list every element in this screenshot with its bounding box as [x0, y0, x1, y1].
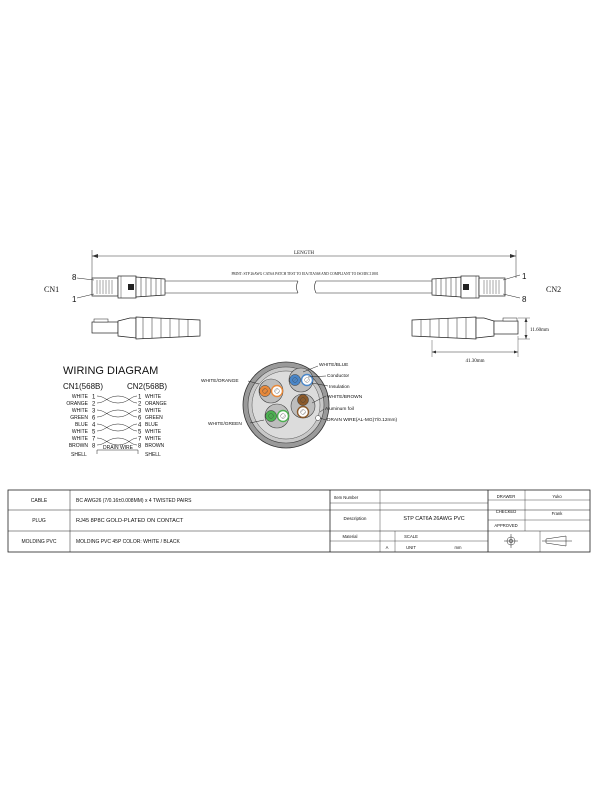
- cable-cross-section: [201, 362, 397, 448]
- wiring-right-color: ORANGE: [145, 401, 167, 407]
- wiring-left-color: WHITE: [71, 436, 88, 442]
- wire-line: [97, 424, 137, 431]
- material-label: Material: [342, 534, 358, 539]
- wiring-left-pin: 5: [92, 429, 96, 436]
- cable-assembly: [44, 272, 561, 304]
- plug-value: RJ45 8P8C GOLD-PLATED ON CONTACT: [76, 518, 184, 524]
- cn2-header: CN2(568B): [127, 382, 168, 391]
- wire-line: [97, 410, 137, 417]
- wiring-right-color: WHITE: [145, 436, 162, 442]
- dim-height-label: 11.60mm: [530, 328, 549, 333]
- wire-line: [97, 396, 137, 403]
- pin-1-left-label: 1: [72, 295, 77, 304]
- wiring-row: [66, 401, 167, 408]
- label-aluminum-foil: Aluminum foil: [325, 407, 354, 412]
- left-connector: [92, 276, 165, 298]
- checked-value: Frank: [551, 511, 563, 516]
- molding-value: MOLDING PVC 45P COLOR: WHITE / BLACK: [76, 539, 180, 545]
- left-side-view: [92, 317, 200, 339]
- unit-label: UNIT: [406, 545, 416, 550]
- wiring-left-color: BLUE: [74, 422, 88, 428]
- wiring-right-color: GREEN: [145, 415, 163, 421]
- wiring-right-pin: 7: [138, 436, 142, 443]
- print-text: PRINT: STP 26AWG CAT6A PATCH TEST TO EIA/TIA568 AND COMPLIANT TO ISO/IEC11801: [231, 272, 379, 276]
- wiring-left-pin: 1: [92, 394, 96, 401]
- wiring-left-color: WHITE: [71, 408, 88, 414]
- wiring-left-pin: 2: [92, 401, 96, 408]
- molding-label: MOLDING PVC: [21, 539, 57, 545]
- label-white-blue: WHITE/BLUE: [319, 363, 349, 368]
- wiring-right-pin: 4: [138, 422, 142, 429]
- wire-line: [97, 438, 137, 445]
- drawer-value: Yuko: [552, 494, 562, 499]
- length-label: LENGTH: [294, 251, 314, 256]
- wiring-left-color: WHITE: [71, 394, 88, 400]
- spec-table-text: [21, 494, 563, 550]
- wiring-left-pin: 8: [92, 443, 96, 450]
- drawer-label: DRAWER: [496, 494, 516, 499]
- wiring-right-color: WHITE: [145, 408, 162, 414]
- wiring-right-pin: 2: [138, 401, 142, 408]
- wiring-left-pin: 3: [92, 408, 96, 415]
- wiring-row: [72, 429, 162, 436]
- label-white-brown: WHITE/BROWN: [327, 395, 363, 400]
- unit-value: mm: [454, 545, 462, 550]
- wire-line: [97, 396, 137, 403]
- label-white-green: WHITE/GREEN: [208, 422, 242, 427]
- description-label: Description: [343, 516, 367, 521]
- wiring-title: WIRING DIAGRAM: [63, 365, 159, 377]
- drain-wire-dot: [316, 416, 321, 421]
- wiring-left-color: GREEN: [70, 415, 88, 421]
- shell-left-label: SHELL: [71, 452, 87, 458]
- wiring-right-pin: 3: [138, 408, 142, 415]
- pair-orange: [259, 379, 283, 403]
- dim-length-label: 41.30mm: [465, 359, 485, 364]
- wiring-right-pin: 1: [138, 394, 142, 401]
- shell-right-label: SHELL: [145, 452, 161, 458]
- pair-green: [265, 404, 289, 428]
- wiring-left-pin: 6: [92, 415, 96, 422]
- wire-line: [97, 438, 137, 445]
- pair-brown: [291, 394, 315, 418]
- wiring-rows: [66, 394, 167, 450]
- wiring-left-color: BROWN: [68, 443, 88, 449]
- wiring-right-color: BLUE: [145, 422, 159, 428]
- item-number-label: Item Number: [334, 495, 359, 500]
- label-white-orange: WHITE/ORANGE: [201, 379, 239, 384]
- wiring-left-pin: 7: [92, 436, 96, 443]
- wiring-diagram: [63, 365, 167, 458]
- right-side-view: [412, 317, 549, 364]
- wiring-row: [70, 415, 163, 422]
- wiring-left-pin: 4: [92, 422, 96, 429]
- right-connector: [432, 276, 505, 298]
- wire-line: [97, 410, 137, 417]
- projection-symbol-icon: [504, 534, 518, 548]
- wiring-right-color: BROWN: [145, 443, 165, 449]
- wiring-right-color: WHITE: [145, 394, 162, 400]
- pair-blue: [289, 368, 313, 392]
- checked-label: CHECKED: [495, 509, 517, 514]
- plug-label: PLUG: [32, 518, 46, 524]
- wiring-left-color: WHITE: [71, 429, 88, 435]
- wiring-left-color: ORANGE: [66, 401, 88, 407]
- drain-wire-label: DRAIN WIRE: [103, 445, 133, 451]
- scale-a: A: [385, 545, 389, 550]
- pin-1-right-label: 1: [522, 272, 527, 281]
- taper-symbol-icon: [542, 536, 572, 546]
- pin-8-right-label: 8: [522, 295, 527, 304]
- label-drain-wire: DRAIN WIRE(AL-MG)7/0.12mm): [327, 418, 398, 423]
- approved-label: APPROVED: [494, 523, 518, 528]
- label-conductor: Conductor: [327, 374, 350, 379]
- wiring-right-pin: 8: [138, 443, 142, 450]
- cable-value: BC AWG26 (7/0.16±0.008MM) x 4 TWISTED PAIRS: [76, 498, 192, 504]
- cable-label: CABLE: [30, 498, 48, 504]
- pin-8-left-label: 8: [72, 273, 77, 282]
- cn2-label: CN2: [546, 285, 562, 294]
- cn1-label: CN1: [44, 285, 60, 294]
- description-value: STP CAT6A 26AWG PVC: [403, 516, 465, 522]
- wiring-right-color: WHITE: [145, 429, 162, 435]
- label-insulation: Insulation: [329, 385, 350, 390]
- wire-line: [97, 424, 137, 431]
- wiring-right-pin: 6: [138, 415, 142, 422]
- cn1-header: CN1(568B): [63, 382, 104, 391]
- wiring-right-pin: 5: [138, 429, 142, 436]
- scale-label: SCALE: [404, 534, 418, 539]
